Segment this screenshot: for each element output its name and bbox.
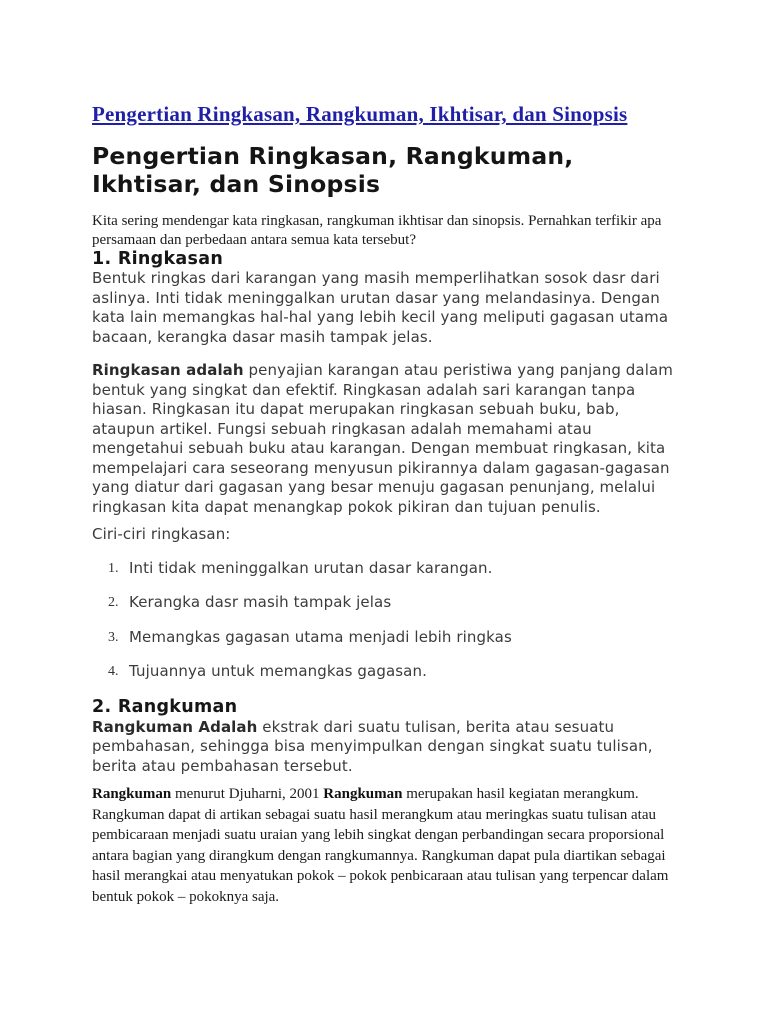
rangkuman-bold-2: Rangkuman <box>323 786 403 802</box>
section-heading-rangkuman: 2. Rangkuman <box>92 696 238 717</box>
rangkuman-adalah-body: ekstrak dari suatu tulisan, berita atau sesuatu pembahasan, sehingga bisa menyimpulkan dengan singkat suatu tulisan, berita atau pembahasan tersebut. <box>92 717 653 775</box>
list-item-number: 1. <box>108 560 119 576</box>
section-heading-ringkasan: 1. Ringkasan <box>92 249 224 269</box>
document-link-title[interactable]: Pengertian Ringkasan, Rangkuman, Ikhtisar, dan Sinopsis <box>92 102 628 126</box>
ringkasan-adalah-body: penyajian karangan atau peristiwa yang panjang dalam bentuk yang singkat dan efektif. Ringkasan adalah sari karangan tanpa hiasan. Ringkasan itu dapat merupakan ringkasan sebuah buku, bab, ataupun artikel. Fungsi sebuah ringkasan adalah memahami atau mengetahui sebuah buku atau karangan. Dengan membuat ringkasan, kita mempelajari cara seseorang menyusun pikirannya dalam gagasan-gagasan yang diatur dari gagasan yang besar menuju gagasan penunjang, melalui ringkasan kita dapat menangkap pokok pikiran dan tujuan penulis. <box>92 361 673 516</box>
ringkasan-paragraph-2 <box>92 361 677 517</box>
page-title: Pengertian Ringkasan, Rangkuman, Ikhtisar, dan Sinopsis <box>92 142 574 198</box>
list-item-text: Kerangka dasr masih tampak jelas <box>129 593 392 611</box>
ciri-ciri-label: Ciri-ciri ringkasan: <box>92 525 231 543</box>
list-item-text: Inti tidak meninggalkan urutan dasar karangan. <box>129 558 493 577</box>
list-item <box>92 628 677 648</box>
ringkasan-paragraph-1: Bentuk ringkas dari karangan yang masih memperlihatkan sosok dasr dari aslinya. Inti tidak meninggalkan urutan dasar yang melandasinya. Dengan kata lain memangkas hal-hal yang lebih kecil yang meliputi gagasan utama bacaan, kerangka dasar masih tampak jelas. <box>92 269 669 346</box>
list-item-text: Memangkas gagasan utama menjadi lebih ringkas <box>129 627 512 646</box>
rangkuman-djuharni-paragraph <box>92 784 677 907</box>
list-item-number: 2. <box>108 595 119 610</box>
intro-paragraph: Kita sering mendengar kata ringkasan, rangkuman ikhtisar dan sinopsis. Pernahkan terfikir apa persamaan dan perbedaan antara semua kata tersebut? <box>92 213 662 248</box>
list-item <box>92 593 677 613</box>
list-item-number: 4. <box>108 664 119 679</box>
list-item <box>92 559 677 579</box>
list-item-text: Tujuannya untuk memangkas gagasan. <box>129 662 427 680</box>
rangkuman-note-text-2: merupakan hasil kegiatan merangkum. Rangkuman dapat di artikan sebagai suatu hasil merangkum atau meringkas suatu tulisan atau pembicaraan menjadi suatu uraian yang lebih singkat dengan perbandingan secara proporsional antara bagian yang dirangkum dengan rangkumannya. Rangkuman dapat pula diartikan sebagai hasil merangkai atau menyatukan pokok – pokok penbicaraan atau tulisan yang terpencar dalam bentuk pokok – pokoknya saja. <box>92 786 669 905</box>
ciri-ciri-list <box>92 559 677 682</box>
list-item <box>92 662 677 682</box>
rangkuman-adalah-lead: Rangkuman Adalah <box>92 717 258 736</box>
rangkuman-paragraph-1 <box>92 718 677 777</box>
ringkasan-adalah-lead: Ringkasan adalah <box>92 361 244 379</box>
rangkuman-bold-1: Rangkuman <box>92 786 172 802</box>
list-item-number: 3. <box>108 629 119 645</box>
rangkuman-note-text-1: menurut Djuharni, 2001 <box>171 786 324 802</box>
